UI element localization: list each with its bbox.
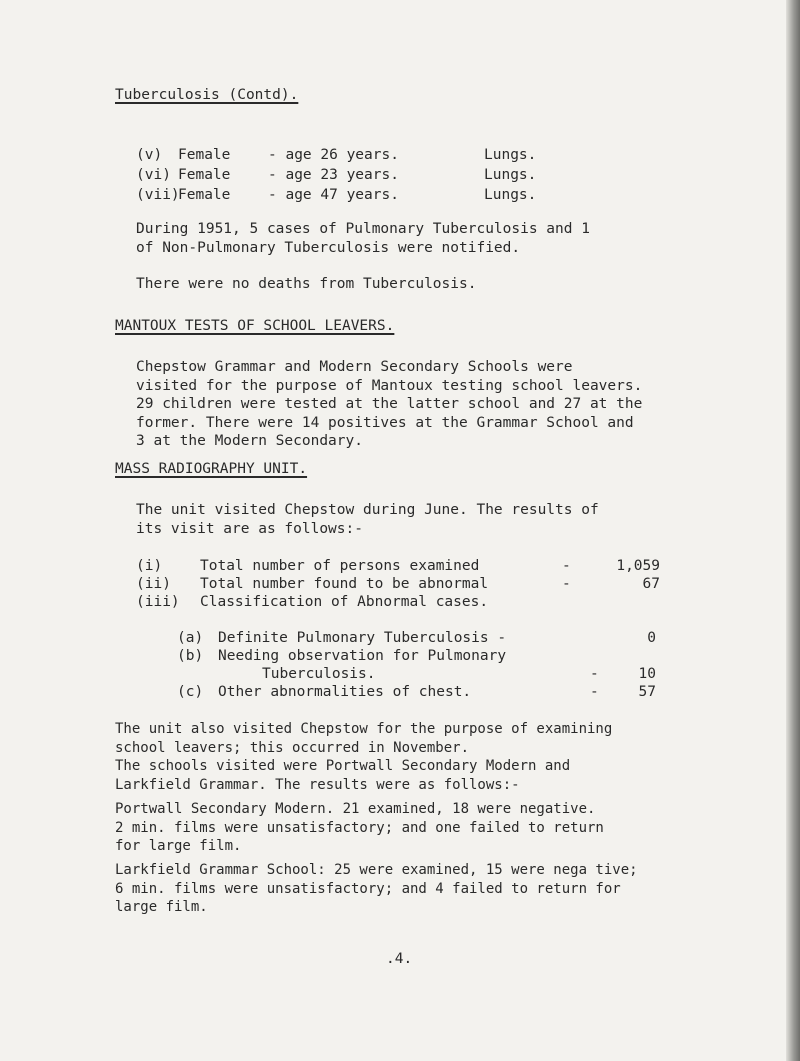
scan-edge-shadow (786, 0, 800, 1061)
larkfield-results-paragraph: Larkfield Grammar School: 25 were examined, 15 were nega tive; 6 min. films were unsatisfactory; and 4 failed to return for large film. (115, 862, 638, 915)
class-dash: - (590, 666, 599, 682)
class-value: 10 (638, 666, 656, 682)
page-number: .4. (386, 951, 413, 967)
class-dash: - (590, 684, 599, 700)
class-letter: (a) (177, 630, 204, 646)
case-site: Lungs. (484, 147, 537, 163)
case-number: (vi) (136, 167, 171, 183)
class-label: Other abnormalities of chest. (218, 684, 472, 700)
class-label: Definite Pulmonary Tuberculosis - (218, 630, 507, 646)
case-sex: Female (178, 187, 231, 203)
class-label: Needing observation for Pulmonary (218, 648, 507, 664)
class-label: Tuberculosis. (262, 666, 376, 682)
case-number: (v) (136, 147, 163, 163)
case-age: - age 47 years. (268, 187, 399, 203)
result-value: 1,059 (616, 558, 660, 574)
section-title: Tuberculosis (Contd). (115, 87, 299, 103)
result-number: (iii) (136, 594, 180, 610)
class-value: 0 (647, 630, 656, 646)
result-label: Total number of persons examined (200, 558, 480, 574)
portwall-results-paragraph: Portwall Secondary Modern. 21 examined, 18 were negative. 2 min. films were unsatisfactory; and one failed to return for large film. (115, 801, 604, 854)
result-label: Total number found to be abnormal (200, 576, 489, 592)
result-number: (i) (136, 558, 163, 574)
school-leavers-paragraph: The unit also visited Chepstow for the purpose of examining school leavers; this occurred in November. The schools visited were Portwall Secondary Modern and Larkfield Grammar. The results were as follows:- (115, 721, 613, 793)
deaths-paragraph: There were no deaths from Tuberculosis. (136, 276, 477, 292)
class-letter: (c) (177, 684, 204, 700)
radiography-intro-paragraph: The unit visited Chepstow during June. The results of its visit are as follows:- (136, 502, 599, 537)
class-letter: (b) (177, 648, 204, 664)
case-number: (vii) (136, 187, 180, 203)
case-sex: Female (178, 167, 231, 183)
class-value: 57 (638, 684, 656, 700)
result-value: 67 (642, 576, 660, 592)
mass-radiography-heading: MASS RADIOGRAPHY UNIT. (115, 461, 308, 477)
case-age: - age 26 years. (268, 147, 399, 163)
case-site: Lungs. (484, 167, 537, 183)
result-dash: - (562, 558, 571, 574)
result-dash: - (562, 576, 571, 592)
result-number: (ii) (136, 576, 171, 592)
mantoux-heading: MANTOUX TESTS OF SCHOOL LEAVERS. (115, 318, 395, 334)
notification-paragraph: During 1951, 5 cases of Pulmonary Tuberculosis and 1 of Non-Pulmonary Tuberculosis were notified. (136, 221, 590, 256)
case-age: - age 23 years. (268, 167, 399, 183)
mantoux-paragraph: Chepstow Grammar and Modern Secondary Schools were visited for the purpose of Mantoux testing school leavers. 29 children were tested at the latter school and 27 at the former. There were 14 positives at the Grammar School and 3 at the Modern Secondary. (136, 359, 643, 449)
result-label: Classification of Abnormal cases. (200, 594, 489, 610)
case-site: Lungs. (484, 187, 537, 203)
case-sex: Female (178, 147, 231, 163)
